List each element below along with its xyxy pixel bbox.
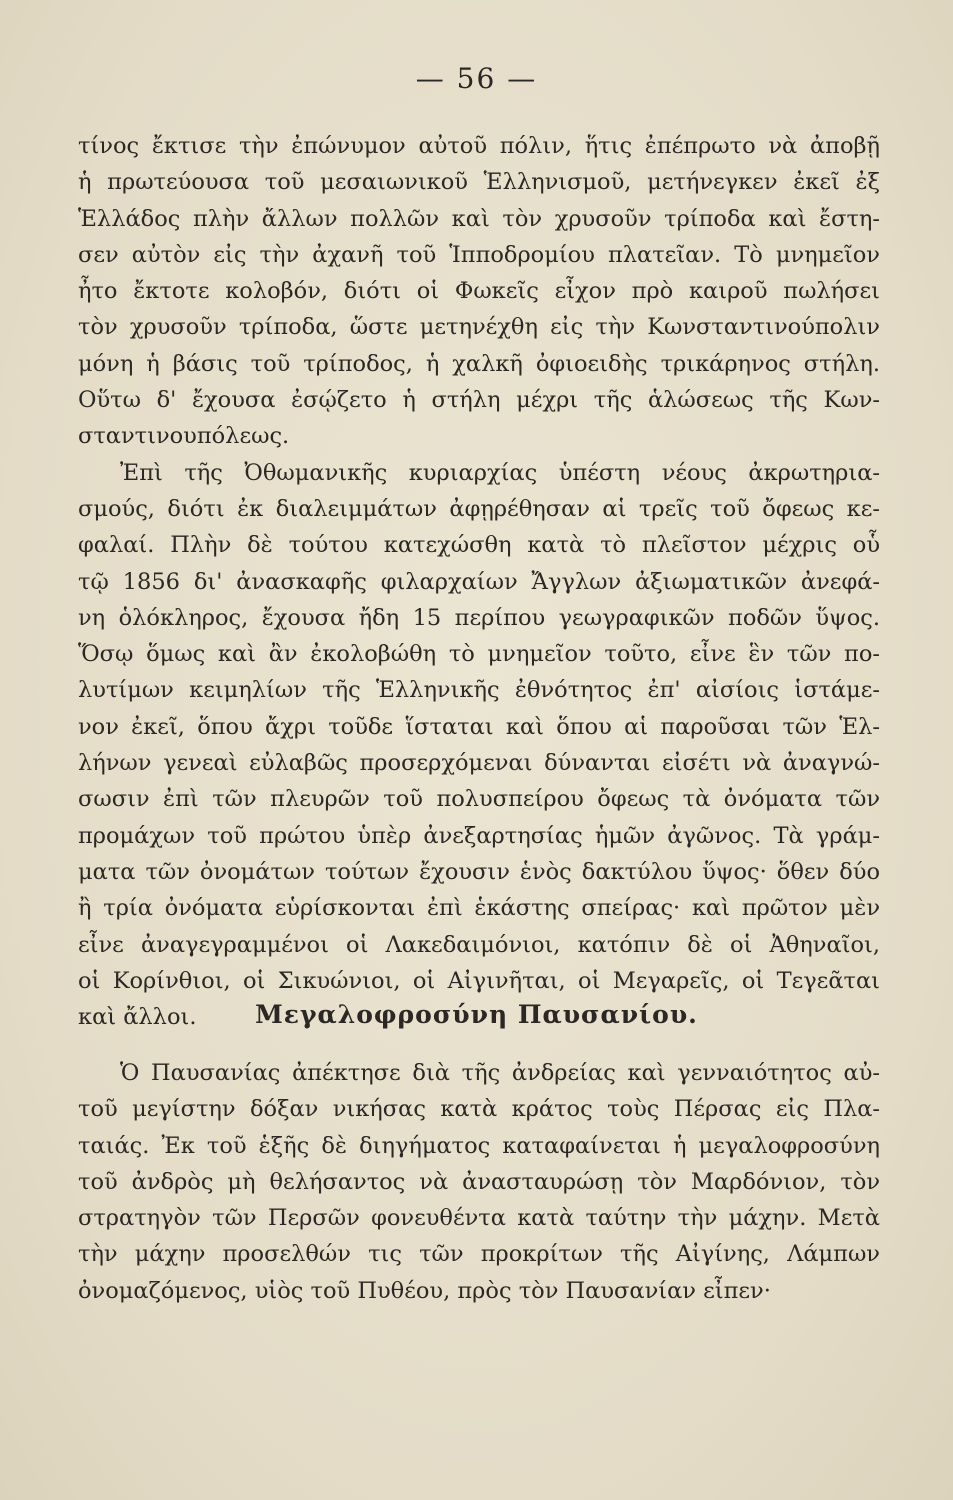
text-line: νον ἐκεῖ, ὅπου ἄχρι τοῦδε ἵσταται καὶ ὅπου αἱ παροῦσαι τῶν Ἑλ- xyxy=(78,713,880,740)
text-line: Ἑλλάδος πλὴν ἄλλων πολλῶν καὶ τὸν χρυσοῦν τρίποδα καὶ ἔστη- xyxy=(78,205,880,232)
text-line: τὸν χρυσοῦν τρίποδα, ὥστε μετηνέχθη εἰς τὴν Κωνσταντινούπολιν xyxy=(78,314,880,341)
text-line: Οὕτω δ' ἔχουσα ἐσῴζετο ἡ στήλη μέχρι τῆς ἁλώσεως τῆς Κων- xyxy=(78,387,880,414)
body-text-bottom xyxy=(78,1055,880,1309)
text-line: λυτίμων κειμηλίων τῆς Ἑλληνικῆς ἐθνότητος ἐπ' αἰσίοις ἱστάμε- xyxy=(78,677,880,704)
text-line: οἱ Κορίνθιοι, οἱ Σικυώνιοι, οἱ Αἰγινῆται, οἱ Μεγαρεῖς, οἱ Τεγεᾶται xyxy=(78,967,880,994)
text-line: Ὅσῳ ὅμως καὶ ἂν ἐκολοβώθη τὸ μνημεῖον τοῦτο, εἶνε ἓν τῶν πο- xyxy=(78,641,880,668)
text-line: ματα τῶν ὀνομάτων τούτων ἔχουσιν ἑνὸς δακτύλου ὕψος· ὅθεν δύο xyxy=(78,858,880,885)
text-line: ὀνομαζόμενος, υἱὸς τοῦ Πυθέου, πρὸς τὸν Παυσανίαν εἶπεν· xyxy=(78,1277,771,1304)
text-line: σμούς, διότι ἐκ διαλειμμάτων ἀφῃρέθησαν αἱ τρεῖς τοῦ ὄφεως κε- xyxy=(78,495,880,522)
text-line: τῷ 1856 δι' ἀνασκαφῆς φιλαρχαίων Ἄγγλων ἀξιωματικῶν ἀνεφά- xyxy=(78,568,880,595)
body-text-top xyxy=(78,128,880,1035)
text-line: Ὁ Παυσανίας ἀπέκτησε διὰ τῆς ἀνδρείας καὶ γενναιότητος αὐ- xyxy=(120,1060,880,1086)
text-line: καὶ ἄλλοι. xyxy=(78,1004,197,1031)
text-line: φαλαί. Πλὴν δὲ τούτου κατεχώσθη κατὰ τὸ πλεῖστον μέχρις οὗ xyxy=(78,532,880,559)
text-line: λήνων γενεαὶ εὐλαβῶς προσερχόμεναι δύνανται εἰσέτι νὰ ἀναγνώ- xyxy=(78,750,880,777)
text-line: τίνος ἔκτισε τὴν ἐπώνυμον αὐτοῦ πόλιν, ἥτις ἐπέπρωτο νὰ ἀποβῇ xyxy=(78,133,880,159)
text-line: στρατηγὸν τῶν Περσῶν φονευθέντα κατὰ ταύτην τὴν μάχην. Μετὰ xyxy=(78,1205,880,1232)
text-line: ταιάς. Ἐκ τοῦ ἑξῆς δὲ διηγήματος καταφαίνεται ἡ μεγαλοφροσύνη xyxy=(78,1132,880,1159)
text-line: νη ὁλόκληρος, ἔχουσα ἤδη 15 περίπου γεωγραφικῶν ποδῶν ὕψος. xyxy=(78,604,880,631)
page-number: — 56 — xyxy=(415,62,538,95)
text-line: ἡ πρωτεύουσα τοῦ μεσαιωνικοῦ Ἑλληνισμοῦ, μετήνεγκεν ἐκεῖ ἐξ xyxy=(78,169,880,196)
text-line: εἶνε ἀναγεγραμμένοι οἱ Λακεδαιμόνιοι, κατόπιν δὲ οἱ Ἀθηναῖοι, xyxy=(78,931,880,958)
text-line: τοῦ ἀνδρὸς μὴ θελήσαντος νὰ ἀνασταυρώσῃ τὸν Μαρδόνιον, τὸν xyxy=(78,1168,880,1195)
text-line: ἦτο ἔκτοτε κολοβόν, διότι οἱ Φωκεῖς εἶχον πρὸ καιροῦ πωλήσει xyxy=(78,278,880,305)
text-line: προμάχων τοῦ πρώτου ὑπὲρ ἀνεξαρτησίας ἡμῶν ἀγῶνος. Τὰ γράμ- xyxy=(78,822,880,849)
text-line: σωσιν ἐπὶ τῶν πλευρῶν τοῦ πολυσπείρου ὄφεως τὰ ὀνόματα τῶν xyxy=(78,786,880,813)
section-heading: Μεγαλοφροσύνη Παυσανίου. xyxy=(255,1000,698,1029)
text-line: Ἐπὶ τῆς Ὀθωμανικῆς κυριαρχίας ὑπέστη νέους ἀκρωτηρια- xyxy=(120,459,880,486)
text-line: ἢ τρία ὀνόματα εὑρίσκονται ἐπὶ ἑκάστης σπείρας· καὶ πρῶτον μὲν xyxy=(78,895,880,922)
text-line: μόνη ἡ βάσις τοῦ τρίποδος, ἡ χαλκῆ ὀφιοειδὴς τρικάρηνος στήλη. xyxy=(78,350,880,377)
text-line: σεν αὐτὸν εἰς τὴν ἀχανῆ τοῦ Ἱπποδρομίου πλατεῖαν. Τὸ μνημεῖον xyxy=(78,241,880,268)
text-line: τοῦ μεγίστην δόξαν νικήσας κατὰ κράτος τοὺς Πέρσας εἰς Πλα- xyxy=(78,1096,880,1123)
text-line: τὴν μάχην προσελθών τις τῶν προκρίτων τῆς Αἰγίνης, Λάμπων xyxy=(78,1241,880,1268)
text-line: σταντινουπόλεως. xyxy=(78,423,290,450)
